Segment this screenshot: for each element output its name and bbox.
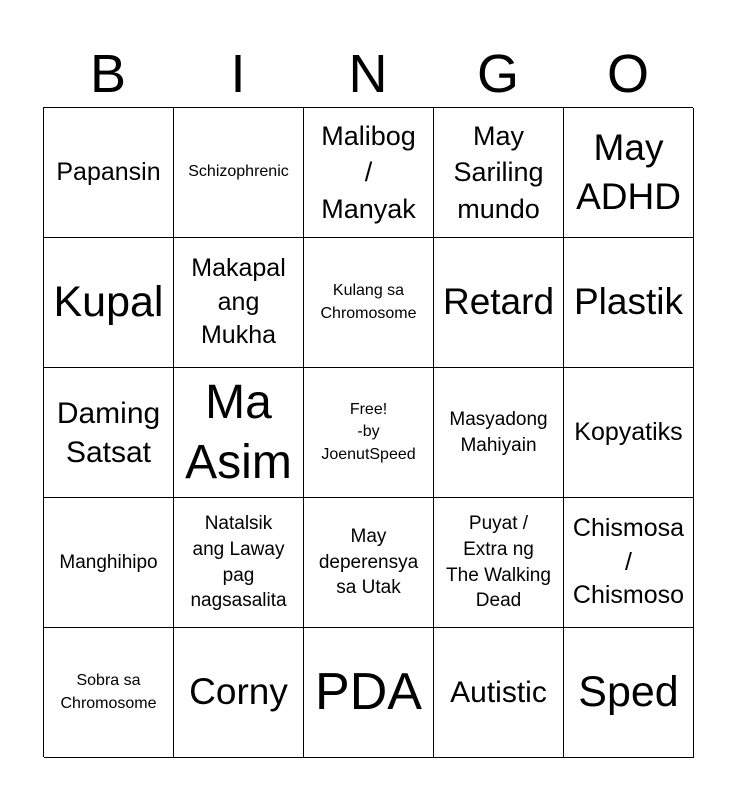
bingo-cell-r2-c1[interactable] [44, 238, 174, 368]
bingo-cell-r1-c5[interactable] [564, 108, 694, 238]
cell-label: Plastik [574, 281, 683, 323]
bingo-cell-r1-c2[interactable] [174, 108, 304, 238]
bingo-cell-r2-c5[interactable] [564, 238, 694, 368]
cell-label: Puyat / Extra ng The Walking Dead [446, 513, 551, 612]
cell-label: May deperensya sa Utak [318, 526, 419, 599]
bingo-cell-r5-c1[interactable] [44, 628, 174, 758]
bingo-cell-r5-c5[interactable] [564, 628, 694, 758]
bingo-cell-r4-c5[interactable] [564, 498, 694, 628]
bingo-cell-r5-c2[interactable] [174, 628, 304, 758]
bingo-header [43, 40, 693, 108]
bingo-cell-r3-c2[interactable] [174, 368, 304, 498]
bingo-cell-r4-c3[interactable] [304, 498, 434, 628]
cell-label: Kupal [53, 277, 164, 326]
header-letter-g: G [476, 44, 519, 104]
header-letter-o: O [606, 44, 649, 104]
cell-label: Schizophrenic [188, 163, 289, 181]
bingo-cell-r1-c1[interactable] [44, 108, 174, 238]
cell-label: Masyadong Mahiyain [449, 408, 548, 456]
cell-label: Malibog / Manyak [321, 120, 416, 224]
bingo-cell-r3-c3-free[interactable] [304, 368, 434, 498]
cell-label: Chismosa / Chismoso [572, 513, 685, 610]
bingo-grid [43, 107, 693, 757]
bingo-cell-r2-c4[interactable] [434, 238, 564, 368]
cell-label: Ma Asim [185, 375, 292, 489]
cell-label: PDA [315, 663, 422, 722]
bingo-cell-r5-c4[interactable] [434, 628, 564, 758]
cell-label: Kulang sa Chromosome [320, 282, 417, 322]
cell-label: Sped [578, 667, 679, 716]
bingo-cell-r1-c4[interactable] [434, 108, 564, 238]
header-letter-n: N [348, 44, 388, 104]
bingo-cell-r4-c4[interactable] [434, 498, 564, 628]
cell-label: Makapal ang Mukha [191, 253, 286, 350]
cell-label: May ADHD [576, 127, 681, 217]
bingo-cell-r3-c4[interactable] [434, 368, 564, 498]
bingo-cell-r5-c3[interactable] [304, 628, 434, 758]
bingo-cell-r3-c1[interactable] [44, 368, 174, 498]
cell-label: Retard [442, 281, 555, 323]
free-space-label: Free! -by JoenutSpeed [321, 400, 416, 463]
bingo-cell-r2-c2[interactable] [174, 238, 304, 368]
cell-label: Papansin [56, 157, 161, 186]
bingo-cell-r1-c3[interactable] [304, 108, 434, 238]
bingo-cell-r4-c2[interactable] [174, 498, 304, 628]
bingo-cell-r3-c5[interactable] [564, 368, 694, 498]
bingo-cell-r2-c3[interactable] [304, 238, 434, 368]
header-letter-b: B [89, 44, 127, 104]
cell-label: Manghihipo [59, 551, 158, 573]
cell-label: Kopyatiks [574, 417, 683, 446]
cell-label: Natalsik ang Laway pag nagsasalita [190, 513, 287, 612]
cell-label: Autistic [450, 676, 547, 709]
cell-label: Daming Satsat [56, 396, 161, 469]
cell-label: May Sariling mundo [453, 120, 544, 224]
header-letter-i: I [230, 44, 246, 104]
bingo-cell-r4-c1[interactable] [44, 498, 174, 628]
cell-label: Corny [189, 671, 288, 713]
cell-label: Sobra sa Chromosome [60, 672, 157, 712]
